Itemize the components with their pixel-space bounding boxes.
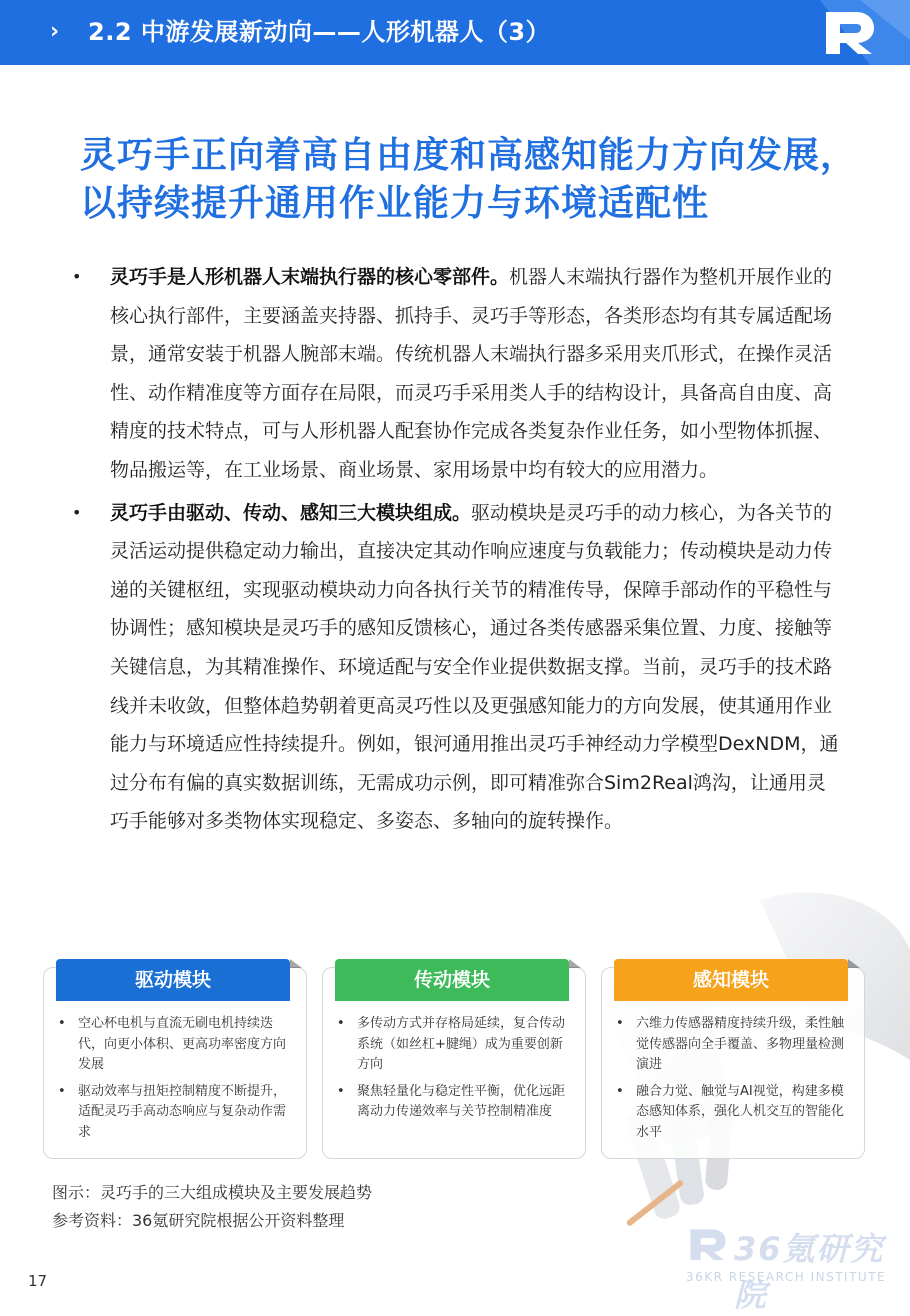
card-list-item [335, 1082, 567, 1123]
bullet-item [70, 258, 840, 490]
bullet-lead: 灵巧手是人形机器人末端执行器的核心零部件。 [110, 266, 510, 288]
card-list-item [614, 1014, 846, 1076]
bullet-lead: 灵巧手由驱动、传动、感知三大模块组成。 [110, 501, 472, 524]
header-bar [0, 0, 910, 65]
headline-line-1: 灵巧手正向着高自由度和高感知能力方向发展， [80, 135, 858, 176]
card-list [56, 1014, 288, 1149]
footer-logo-text: 36氪研究院 [734, 1230, 885, 1314]
card-title: 驱动模块 [56, 959, 290, 1001]
bullet-dot-icon: • [337, 1016, 345, 1031]
36kr-footer-logo-icon [686, 1224, 730, 1264]
figure-caption: 图示：灵巧手的三大组成模块及主要发展趋势 [52, 1183, 373, 1202]
source-caption: 参考资料：36氪研究院根据公开资料整理 [52, 1211, 345, 1230]
page-headline [80, 132, 880, 228]
page-number: 17 [28, 1272, 48, 1290]
card-title: 传动模块 [335, 959, 569, 1001]
card-title: 感知模块 [614, 959, 848, 1001]
card-list [335, 1014, 567, 1129]
card-perception-module [601, 967, 865, 1159]
card-transmission-module [322, 967, 586, 1159]
card-item-text: 六维力传感器精度持续升级，柔性触觉传感器向全手覆盖、多物理量检测演进 [636, 1016, 845, 1072]
card-item-text: 驱动效率与扭矩控制精度不断提升，适配灵巧手高动态响应与复杂动作需求 [78, 1083, 287, 1140]
headline-line-2: 以持续提升通用作业能力与环境适配性 [80, 183, 710, 224]
card-item-text: 多传动方式并存格局延续，复合传动系统（如丝杠+腱绳）成为重要创新方向 [357, 1016, 566, 1072]
footer-logo-subtitle: 36KR RESEARCH INSTITUTE [686, 1270, 887, 1284]
bullet-item [70, 494, 840, 841]
card-drive-module [43, 967, 307, 1159]
36kr-logo-icon [820, 6, 880, 58]
card-list [614, 1014, 846, 1149]
bullet-dot-icon: • [58, 1083, 66, 1099]
card-list-item [56, 1014, 288, 1076]
card-list-item [56, 1082, 288, 1144]
bullet-text: 机器人末端执行器作为整机开展作业的核心执行部件，主要涵盖夹持器、抓持手、灵巧手等形态，各类形态均有其专属适配场景，通常安装于机器人腕部末端。传统机器人末端执行器多采用夹爪形式，在操作灵活性、动作精准度等方面存在局限，而灵巧手采用类人手的结构设计，具备高自由度、高精度的技术特点，可与人形机器人配套协作完成各类复杂作业任务，如小型物体抓握、物品搬运等，在工业场景、商业场景、家用场景中均有较大的应用潜力。 [110, 266, 833, 481]
card-list-item [614, 1082, 846, 1144]
bullet-text: 驱动模块是灵巧手的动力核心，为各关节的灵活运动提供稳定动力输出，直接决定其动作响应速度与负载能力；传动模块是动力传递的关键枢纽，实现驱动模块动力向各执行关节的精准传导，保障手部动作的平稳性与协调性；感知模块是灵巧手的感知反馈核心，通过各类传感器采集位置、力度、接触等关键信息，为其精准操作、环境适配与安全作业提供数据支撑。当前，灵巧手的技术路线并未收敛，但整体趋势朝着更高灵巧性以及更强感知能力的方向发展，使其通用作业能力与环境适应性持续提升。例如，银河通用推出灵巧手神经动力学模型DexNDM，通过分布有偏的真实数据训练，无需成功示例，即可精准弥合Sim2Real鸿沟，让通用灵巧手能够对多类物体实现稳定、多姿态、多轴向的旋转操作。 [110, 501, 839, 833]
bullet-dot-icon: • [616, 1016, 624, 1031]
bullet-dot-icon: • [72, 502, 82, 522]
main-bullet-list [70, 258, 840, 845]
card-list-item [335, 1014, 567, 1076]
bullet-dot-icon: • [616, 1083, 624, 1099]
chevron-right-icon: › [50, 19, 60, 44]
card-item-text: 融合力觉、触觉与AI视觉，构建多模态感知体系，强化人机交互的智能化水平 [636, 1083, 845, 1140]
section-title: 2.2 中游发展新动向——人形机器人（3） [88, 18, 551, 46]
bullet-dot-icon: • [72, 267, 82, 286]
bullet-dot-icon: • [337, 1083, 345, 1099]
card-item-text: 空心杯电机与直流无刷电机持续迭代，向更小体积、更高功率密度方向发展 [78, 1016, 287, 1072]
bullet-dot-icon: • [58, 1016, 66, 1031]
card-item-text: 聚焦轻量化与稳定性平衡，优化远距离动力传递效率与关节控制精准度 [357, 1083, 566, 1119]
